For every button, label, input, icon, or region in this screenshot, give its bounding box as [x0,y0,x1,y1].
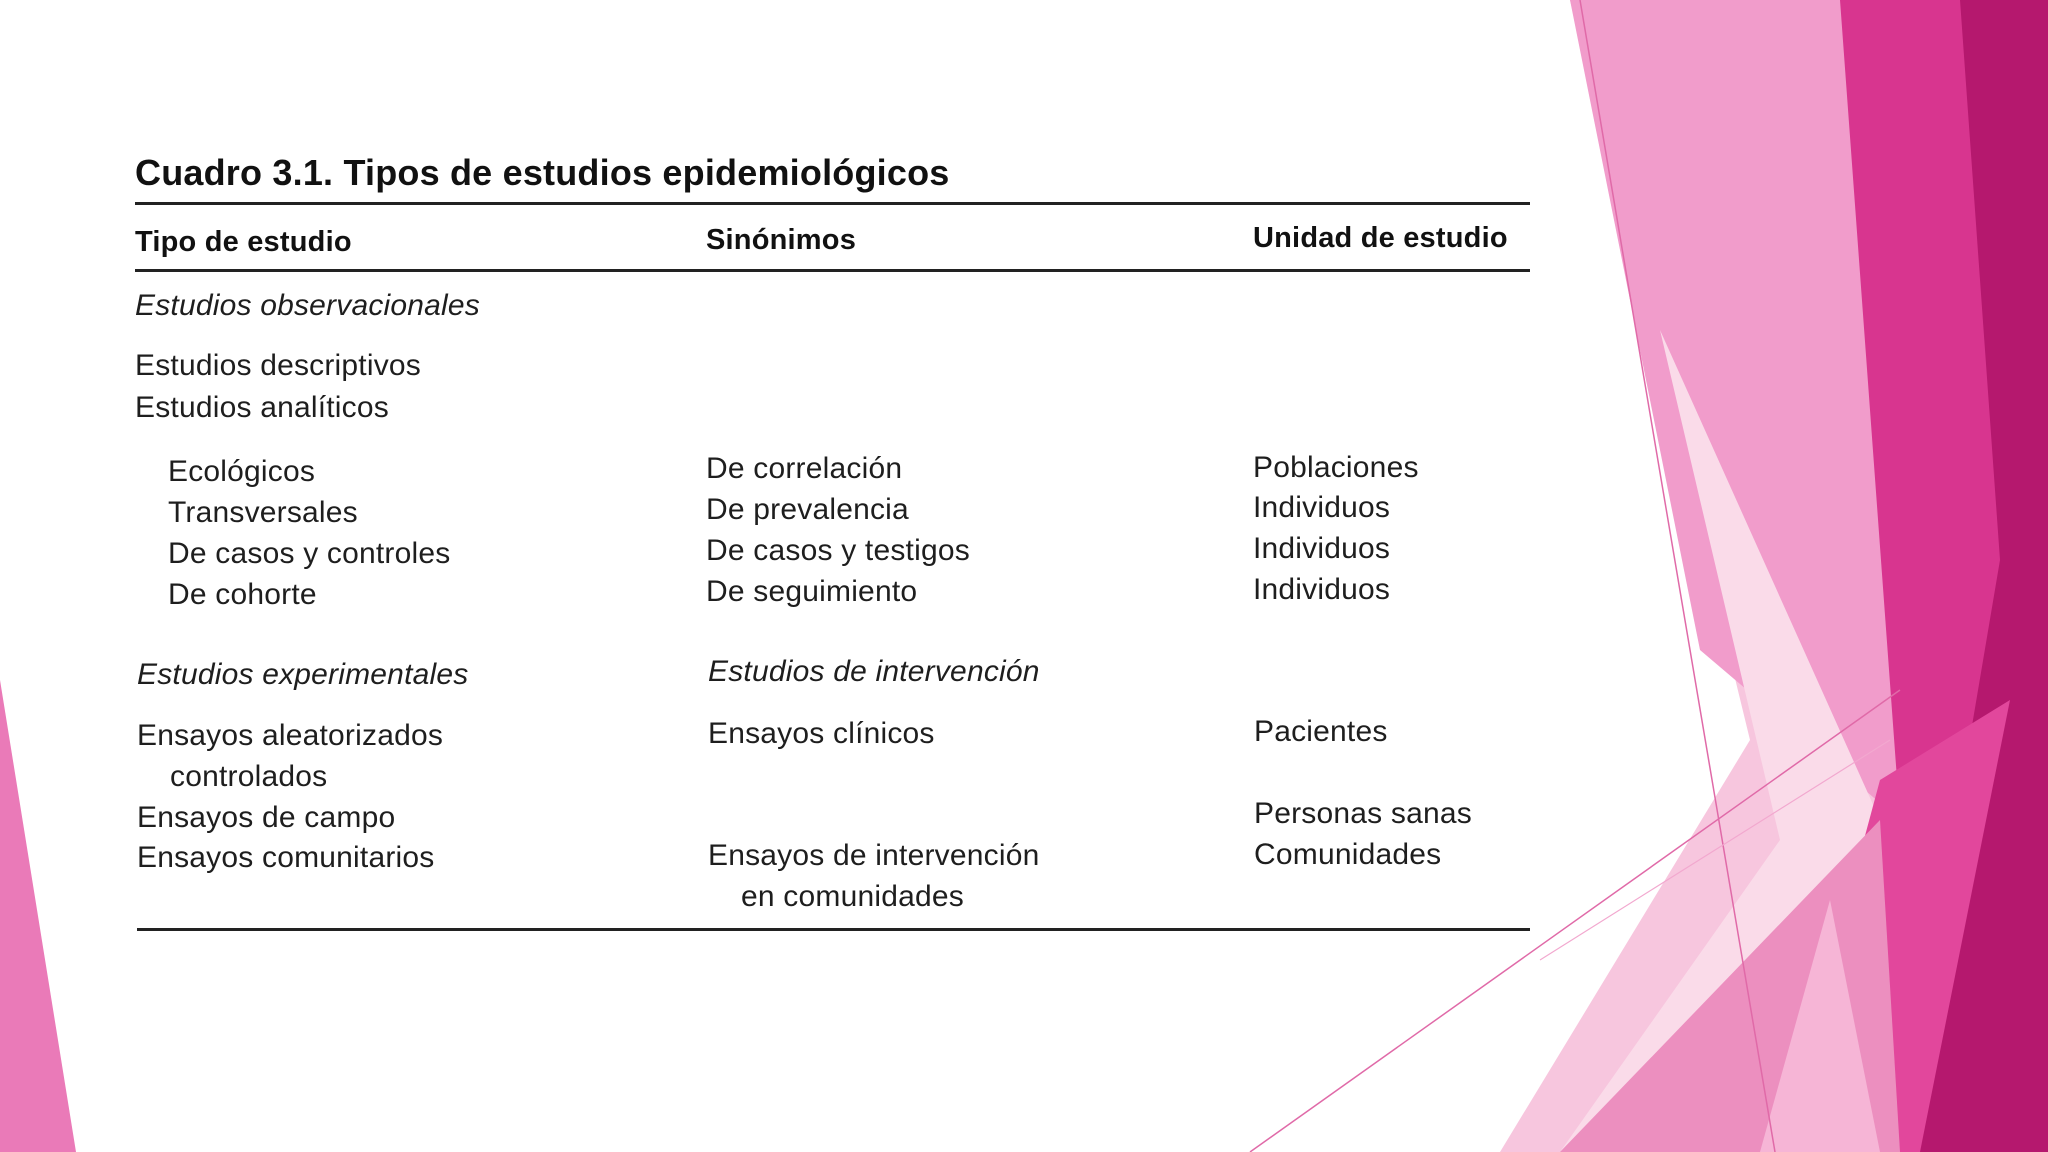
section-observational: Estudios observacionales [135,289,480,322]
exp-type-1-line2: controlados [170,760,328,793]
row-descriptive: Estudios descriptivos [135,349,421,382]
exp-unit-3: Comunidades [1254,838,1442,871]
exp-synonym-3-line2: en comunidades [741,880,964,913]
header-tipo-de-estudio: Tipo de estudio [135,226,352,258]
exp-type-2: Ensayos de campo [137,801,396,834]
obs-unit-4: Individuos [1253,573,1391,606]
obs-synonym-4: De seguimiento [706,575,918,608]
exp-type-1-line1: Ensayos aleatorizados [137,719,444,752]
section-experimental-synonym: Estudios de intervención [708,655,1040,688]
obs-unit-3: Individuos [1253,532,1391,565]
header-unidad-de-estudio: Unidad de estudio [1253,222,1508,254]
obs-unit-1: Poblaciones [1253,451,1419,484]
exp-unit-2: Personas sanas [1254,797,1472,830]
exp-type-3: Ensayos comunitarios [137,841,435,874]
header-sinonimos: Sinónimos [706,224,857,256]
obs-unit-2: Individuos [1253,491,1391,524]
table-title: Cuadro 3.1. Tipos de estudios epidemiológicos [135,152,950,193]
header-rule [135,269,1530,272]
obs-synonym-3: De casos y testigos [706,534,970,567]
obs-type-2: Transversales [168,496,358,529]
obs-synonym-2: De prevalencia [706,493,909,526]
bottom-rule [137,928,1530,931]
exp-synonym-3-line1: Ensayos de intervención [708,839,1040,872]
obs-type-1: Ecológicos [168,455,316,488]
row-analytical: Estudios analíticos [135,391,389,424]
exp-unit-1: Pacientes [1254,715,1388,748]
top-rule [135,202,1530,205]
section-experimental: Estudios experimentales [137,658,469,691]
exp-synonym-1: Ensayos clínicos [708,717,935,750]
obs-type-4: De cohorte [168,578,317,611]
left-pink-wedge [0,680,76,1152]
obs-synonym-1: De correlación [706,452,903,485]
obs-type-3: De casos y controles [168,537,451,570]
